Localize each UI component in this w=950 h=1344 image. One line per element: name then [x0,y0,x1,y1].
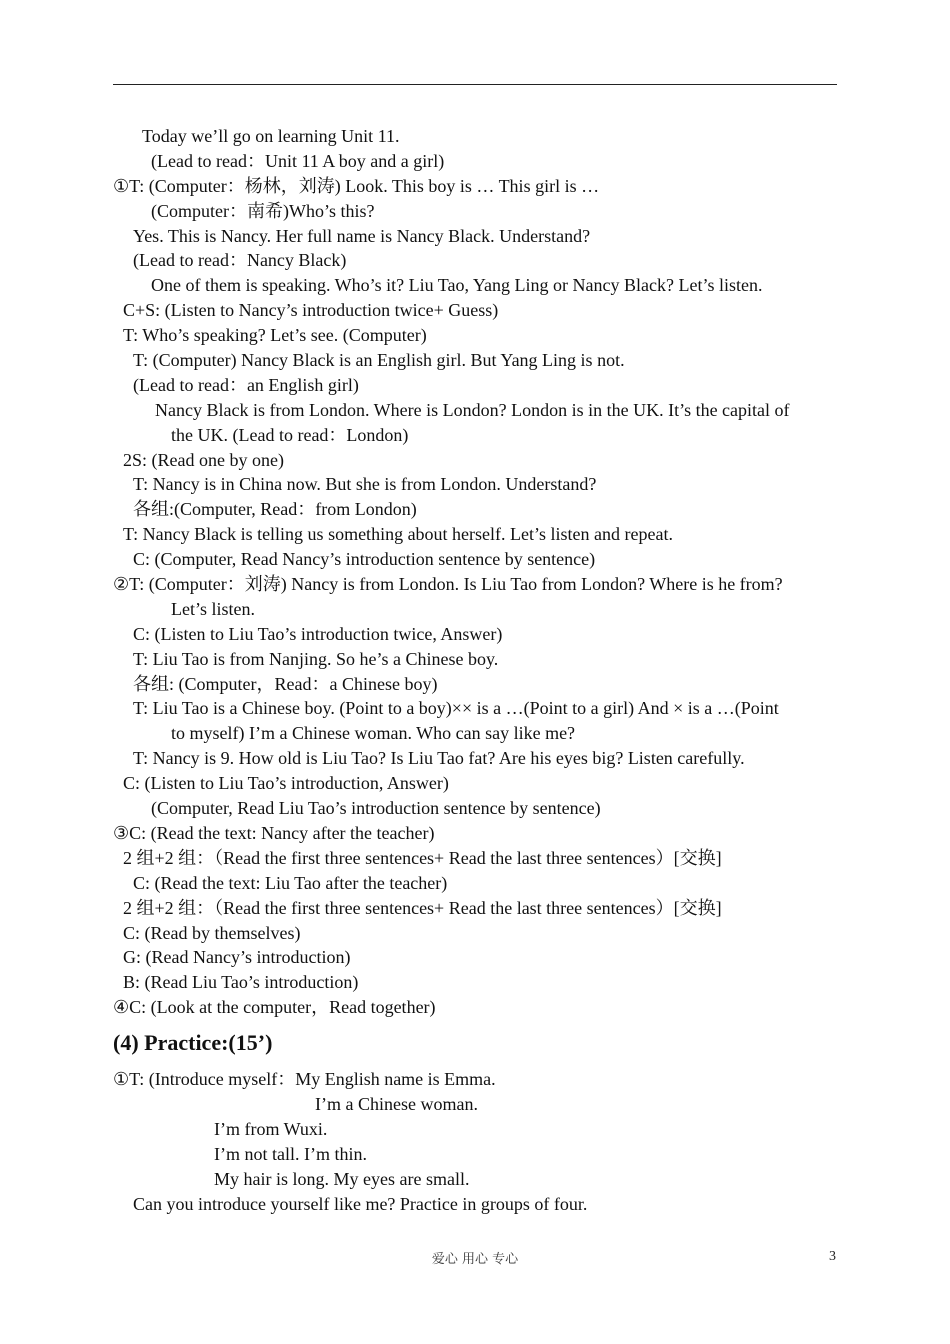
document-body [0,124,950,1216]
text-line: I’m a Chinese woman. [315,1093,478,1114]
text-line: (Lead to read：Unit 11 A boy and a girl) [151,150,445,171]
text-line: Today we’ll go on learning Unit 11. [142,126,400,146]
section-heading: (4) Practice:(15’) [113,1030,273,1056]
text-line: ①T: (Introduce myself：My English name is Emma. [113,1069,496,1090]
text-line: to myself) I’m a Chinese woman. Who can say like me? [171,723,576,744]
text-line: 2 组+2 组：（Read the first three sentences+ Read the last three sentences）[交换] [123,897,722,918]
text-line: ②T: (Computer：刘涛) Nancy is from London. Is Liu Tao from London? Where is he from? [113,574,783,595]
text-line: One of them is speaking. Who’s it? Liu Tao, Yang Ling or Nancy Black? Let’s listen. [151,275,763,296]
text-line: 各组: (Computer，Read：a Chinese boy) [133,673,438,694]
text-line: Let’s listen. [171,598,255,619]
text-line: 2 组+2 组：（Read the first three sentences+ Read the last three sentences）[交换] [123,847,722,868]
header-rule [113,84,837,85]
text-line: ①T: (Computer：杨林，刘涛) Look. This boy is … This girl is … [113,175,600,196]
text-line: T: Who’s speaking? Let’s see. (Computer) [123,325,427,346]
text-line: C: (Read by themselves) [123,922,301,943]
page-number: 3 [829,1249,836,1264]
text-line: T: Liu Tao is from Nanjing. So he’s a Chinese boy. [133,648,499,669]
text-line: C: (Listen to Liu Tao’s introduction twice, Answer) [133,623,503,644]
text-line: I’m not tall. I’m thin. [214,1143,367,1164]
text-line: ④C: (Look at the computer，Read together) [113,997,436,1018]
text-line: C: (Listen to Liu Tao’s introduction, Answer) [123,773,449,794]
text-line: ③C: (Read the text: Nancy after the teacher) [113,822,435,843]
text-line: 2S: (Read one by one) [123,449,284,470]
text-line: (Lead to read：an English girl) [133,374,359,395]
text-line: Nancy Black is from London. Where is London? London is in the UK. It’s the capital of [155,399,790,420]
text-line: T: (Computer) Nancy Black is an English girl. But Yang Ling is not. [133,350,625,371]
text-line: T: Nancy is 9. How old is Liu Tao? Is Liu Tao fat? Are his eyes big? Listen carefully. [133,748,745,769]
text-line: I’m from Wuxi. [214,1118,328,1139]
page-footer-motto: 爱心 用心 专心 [431,1252,519,1267]
text-line: T: Nancy Black is telling us something about herself. Let’s listen and repeat. [123,524,673,545]
text-line: (Computer, Read Liu Tao’s introduction sentence by sentence) [151,798,601,819]
text-line: Can you introduce yourself like me? Practice in groups of four. [133,1193,588,1214]
text-line: T: Nancy is in China now. But she is from London. Understand? [133,474,597,495]
text-line: B: (Read Liu Tao’s introduction) [123,972,359,993]
text-line: T: Liu Tao is a Chinese boy. (Point to a boy)×× is a …(Point to a girl) And × is a …(Point [133,698,779,719]
text-line: My hair is long. My eyes are small. [214,1168,470,1189]
text-line: C+S: (Listen to Nancy’s introduction twice+ Guess) [123,300,499,321]
text-line: Yes. This is Nancy. Her full name is Nancy Black. Understand? [133,225,591,246]
text-line: 各组:(Computer, Read：from London) [133,499,417,520]
text-line: the UK. (Lead to read：London) [171,424,409,445]
text-line: C: (Computer, Read Nancy’s introduction sentence by sentence) [133,549,596,570]
text-line: G: (Read Nancy’s introduction) [123,947,351,968]
text-line: (Computer：南希)Who’s this? [151,200,375,221]
text-line: C: (Read the text: Liu Tao after the teacher) [133,872,448,893]
text-line: (Lead to read：Nancy Black) [133,250,347,271]
